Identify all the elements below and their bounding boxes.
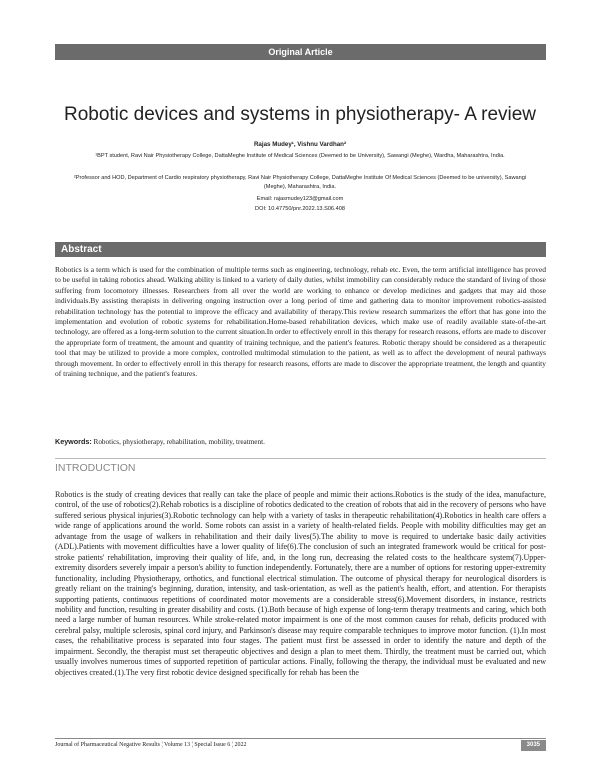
abstract-text: Robotics is a term which is used for the combination of multiple terms such as engineering, technology, rehab etc. Even, the term artificial intelligence has proved to be useful in taking robotics ahead. Walking ability is linked to a variety of daily duties, whilst immobility can considerably reduce the standard of living of those suffering from locomotory illnesses. Researchers from all over the world are working to enhance or develop medicines and gadgets that may aid those individuals.By assisting therapists in delivering ongoing instruction over a long period of time and gathering data to monitor improvement robotics-assisted rehabilitation technology has the potential to improve the efficacy and availability of therapy.This review research summarizes the effort that has gone into the implementation and evolution of robotic systems for rehabilitation.Home-based rehabilitation devices, which make use of readily available state-of-the-art technology, are offered as a long-term solution to the current situation.In order to effectively enroll in this therapy for research reasons, efforts are made to discover the appropriate form of treatment, the amount and quantity of training technique, and the patient's features. Robotic therapy should be considered as a therapeutic tool that may be utilized to provide a more complex, controlled multimodal stimulation to the patient, as well as to affect the development of neural pathways through movement. In order to effectively enroll in this therapy for research reasons, efforts are made to discover the appropriate treatment, the length and quantity of training technique, and the patient's features. <box>55 265 546 379</box>
doi: DOI: 10.47750/pnr.2022.13.S06.408 <box>255 206 345 212</box>
abstract-heading: Abstract <box>55 242 546 257</box>
affiliation-1: ¹BPT student, Ravi Nair Physiotherapy College, DattaMeghe Institute of Medical Sciences (Deemed to be University), Sawangi (Meghe), Wardha, Maharashtra, India. <box>95 153 505 159</box>
keywords-label: Keywords: <box>55 437 92 446</box>
affiliation-2: ²Professor and HOD, Department of Cardio respiratory physiotherapy, Ravi Nair Physiotherapy College, DattaMeghe Institute Of Medical Sciences (Deemed to be university), Sawangi (Meghe), Maharashtra, India. <box>73 175 527 190</box>
article-type-banner: Original Article <box>55 44 546 60</box>
keywords-text: Robotics, physiotherapy, rehabilitation, mobility, treatment. <box>93 438 265 446</box>
page-number: 3035 <box>521 740 546 751</box>
section-divider <box>55 458 546 459</box>
authors: Rajas Mudey¹, Vishnu Vardhan² <box>253 141 347 148</box>
introduction-heading: INTRODUCTION <box>55 462 136 474</box>
introduction-text: Robotics is the study of creating devices that really can take the place of people and mimic their actions.Robotics is the study of the idea, manufacture, control, of the use of robotics(2).Rehab robotics is a discipline of robotics dedicated to the creation of robots that aid in the recovery of persons who have suffered serious physical injuries(3).Robotic technology can help with a variety of tasks in therapeutic rehabilitation(4).Robotics in health care offers a wide range of applications around the world. Some robots can assist in a variety of health-related fields. People with mobility difficulties may get an advantage from the usage of walkers in rehabilitation and their daily lives(5).The ability to move is required to undertake basic daily activities (ADL).Patients with movement difficulties have a lower quality of life(6).The conclusion of such an integrated framework would be critical for post-stroke patients' rehabilitation, improving their quality of life, and, in the long run, decreasing the related costs to the healthcare system(7).Upper-extremity disorders severely impair a person's ability to function independently. Fortunately, there are a number of options for restoring upper-extremity functionality, including Physiotherapy, orthotics, and functional electrical stimulation. The outcome of physical therapy for neurological disorders is greatly reliant on the training's beginning, duration, intensity, and task-orientation, as well as the patient's health, effort, and attention. For therapists supporting patients, continuous repetitions of coordinated motor movements are a considerable stress(6).Movement disorders, in instance, restricts mobility and function, resulting in greater disability and costs. (1).Both because of high expense of long-term therapy treatments and caring, which both need a large number of human resources. While stroke-related motor impairment is one of the most common causes for rehab, deficits produced with cerebral palsy, multiple sclerosis, spinal cord injury, and Parkinson's disease may require comparable techniques to improve motor function. (1).In most cases, the rehabilitative process is separated into four stages. The patient must first be assessed in order to identify the nature and depth of the impairment. Secondly, the therapist must set therapeutic objectives and design a plan to meet them. Thirdly, the treatment must be carried out, which usually involves numerous times of supported repetition of particular actions. Finally, following the therapy, the individual must be evaluated and new objectives created.(1).The very first robotic device designed specifically for rehab has been the <box>55 490 546 677</box>
keywords <box>55 437 546 446</box>
page-footer <box>55 738 546 750</box>
footer-journal: Journal of Pharmaceutical Negative Results ¦ Volume 13 ¦ Special Issue 6 ¦ 2022 <box>55 742 247 748</box>
author-email: Email: rajasmudey123@gmail.com <box>256 196 344 202</box>
paper-title: Robotic devices and systems in physiotherapy- A review <box>63 104 537 125</box>
